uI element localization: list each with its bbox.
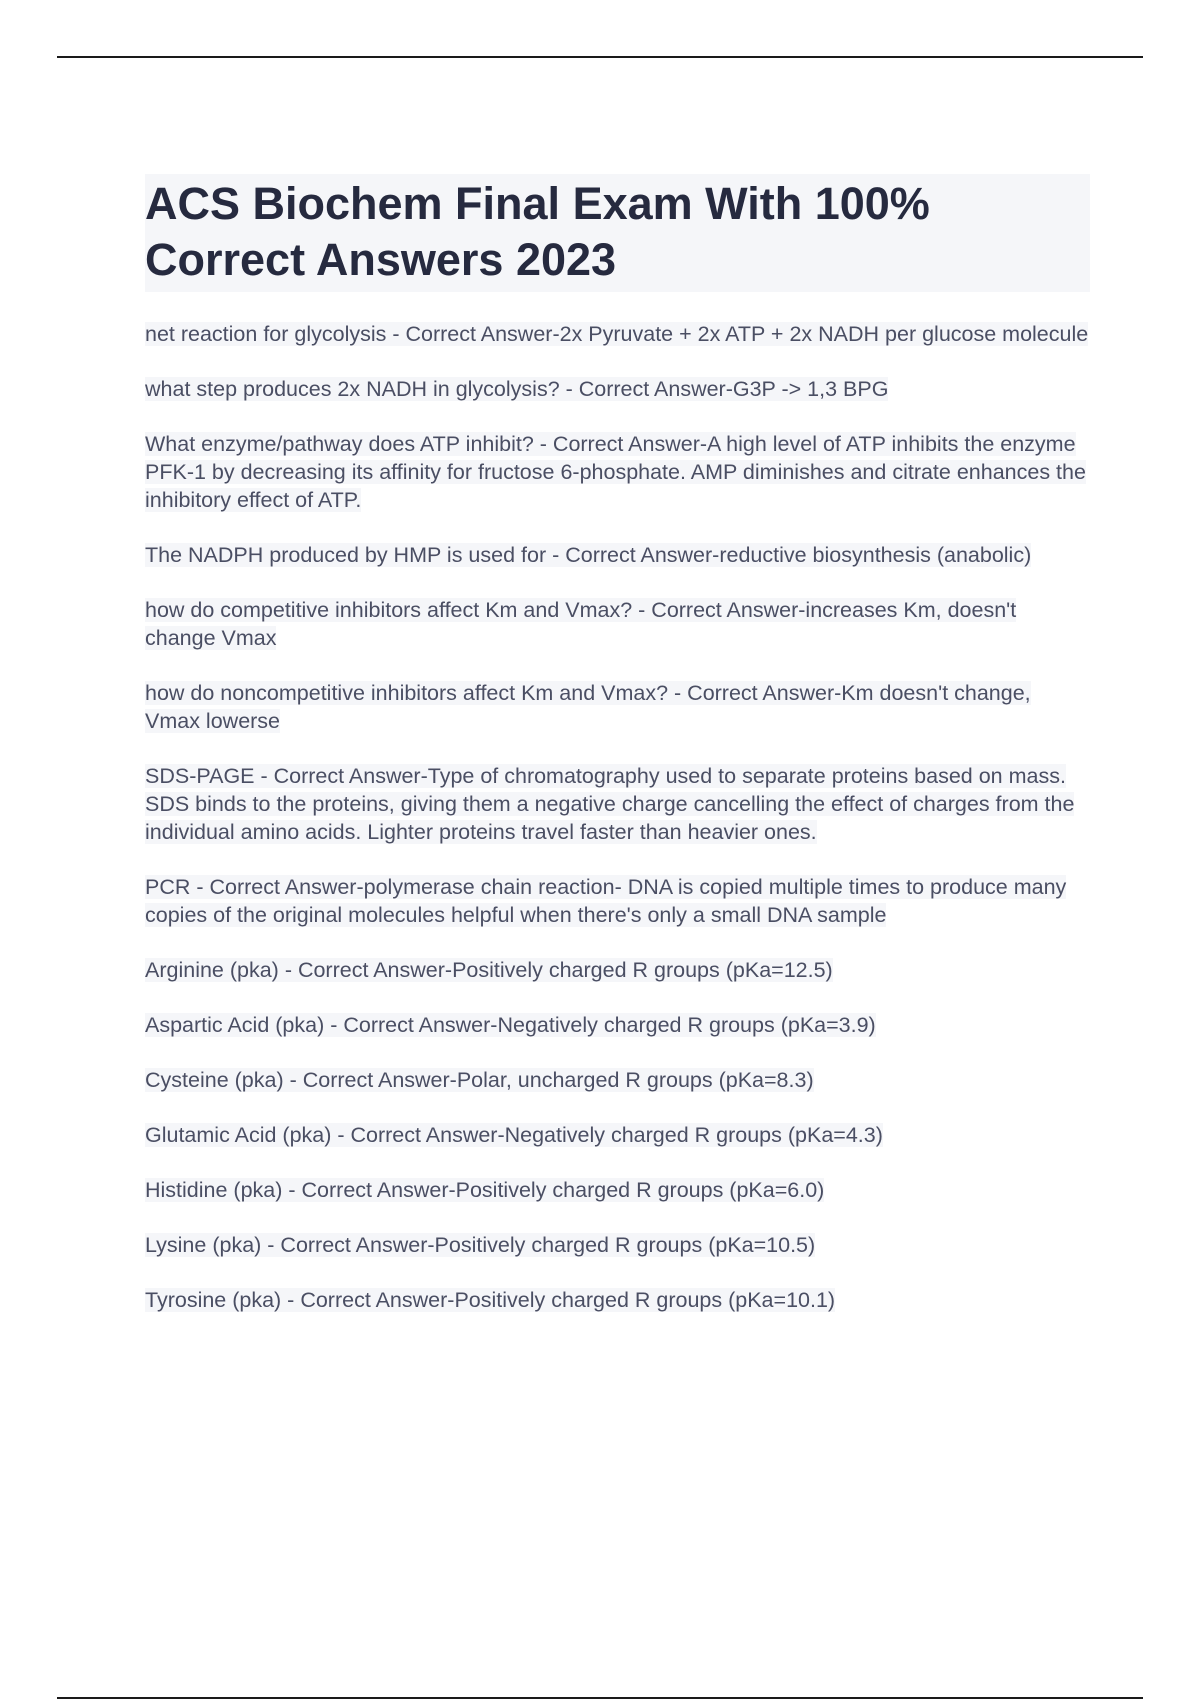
qa-item <box>145 320 1090 348</box>
qa-text: net reaction for glycolysis - Correct Answer-2x Pyruvate + 2x ATP + 2x NADH per glucose molecule <box>145 322 1089 346</box>
qa-item <box>145 762 1090 846</box>
qa-text: how do noncompetitive inhibitors affect Km and Vmax? - Correct Answer-Km doesn't change, Vmax lowerse <box>145 681 1031 733</box>
qa-text: Cysteine (pka) - Correct Answer-Polar, uncharged R groups (pKa=8.3) <box>145 1068 814 1092</box>
qa-item <box>145 1176 1090 1204</box>
qa-text: Tyrosine (pka) - Correct Answer-Positively charged R groups (pKa=10.1) <box>145 1288 836 1312</box>
qa-text: how do competitive inhibitors affect Km and Vmax? - Correct Answer-increases Km, doesn't change Vmax <box>145 598 1017 650</box>
qa-item <box>145 873 1090 929</box>
qa-item <box>145 1231 1090 1259</box>
qa-item <box>145 1011 1090 1039</box>
header-rule <box>57 56 1143 58</box>
qa-item <box>145 541 1090 569</box>
qa-item <box>145 375 1090 403</box>
qa-item <box>145 956 1090 984</box>
qa-text: What enzyme/pathway does ATP inhibit? - Correct Answer-A high level of ATP inhibits the enzyme PFK-1 by decreasing its affinity for fructose 6-phosphate. AMP diminishes and citrate enhances the inhibitory effect of ATP. <box>145 432 1086 512</box>
qa-item <box>145 430 1090 514</box>
qa-item <box>145 1286 1090 1314</box>
document-title: ACS Biochem Final Exam With 100% Correct Answers 2023 <box>145 174 1090 292</box>
qa-text: SDS-PAGE - Correct Answer-Type of chromatography used to separate proteins based on mass. SDS binds to the proteins, giving them a negative charge cancelling the effect of charges from the individual amino acids. Lighter proteins travel faster than heavier ones. <box>145 764 1075 844</box>
qa-list <box>145 320 1090 1314</box>
qa-item <box>145 1066 1090 1094</box>
qa-text: Lysine (pka) - Correct Answer-Positively charged R groups (pKa=10.5) <box>145 1233 816 1257</box>
document-body <box>145 174 1090 1341</box>
qa-text: Glutamic Acid (pka) - Correct Answer-Negatively charged R groups (pKa=4.3) <box>145 1123 883 1147</box>
qa-text: what step produces 2x NADH in glycolysis? - Correct Answer-G3P -> 1,3 BPG <box>145 377 889 401</box>
qa-item <box>145 1121 1090 1149</box>
footer-rule <box>57 1697 1143 1699</box>
qa-text: Histidine (pka) - Correct Answer-Positively charged R groups (pKa=6.0) <box>145 1178 825 1202</box>
qa-text: The NADPH produced by HMP is used for - Correct Answer-reductive biosynthesis (anabolic) <box>145 543 1032 567</box>
qa-text: Arginine (pka) - Correct Answer-Positively charged R groups (pKa=12.5) <box>145 958 833 982</box>
qa-text: Aspartic Acid (pka) - Correct Answer-Negatively charged R groups (pKa=3.9) <box>145 1013 876 1037</box>
qa-item <box>145 679 1090 735</box>
qa-text: PCR - Correct Answer-polymerase chain reaction- DNA is copied multiple times to produce many copies of the original molecules helpful when there's only a small DNA sample <box>145 875 1067 927</box>
qa-item <box>145 596 1090 652</box>
